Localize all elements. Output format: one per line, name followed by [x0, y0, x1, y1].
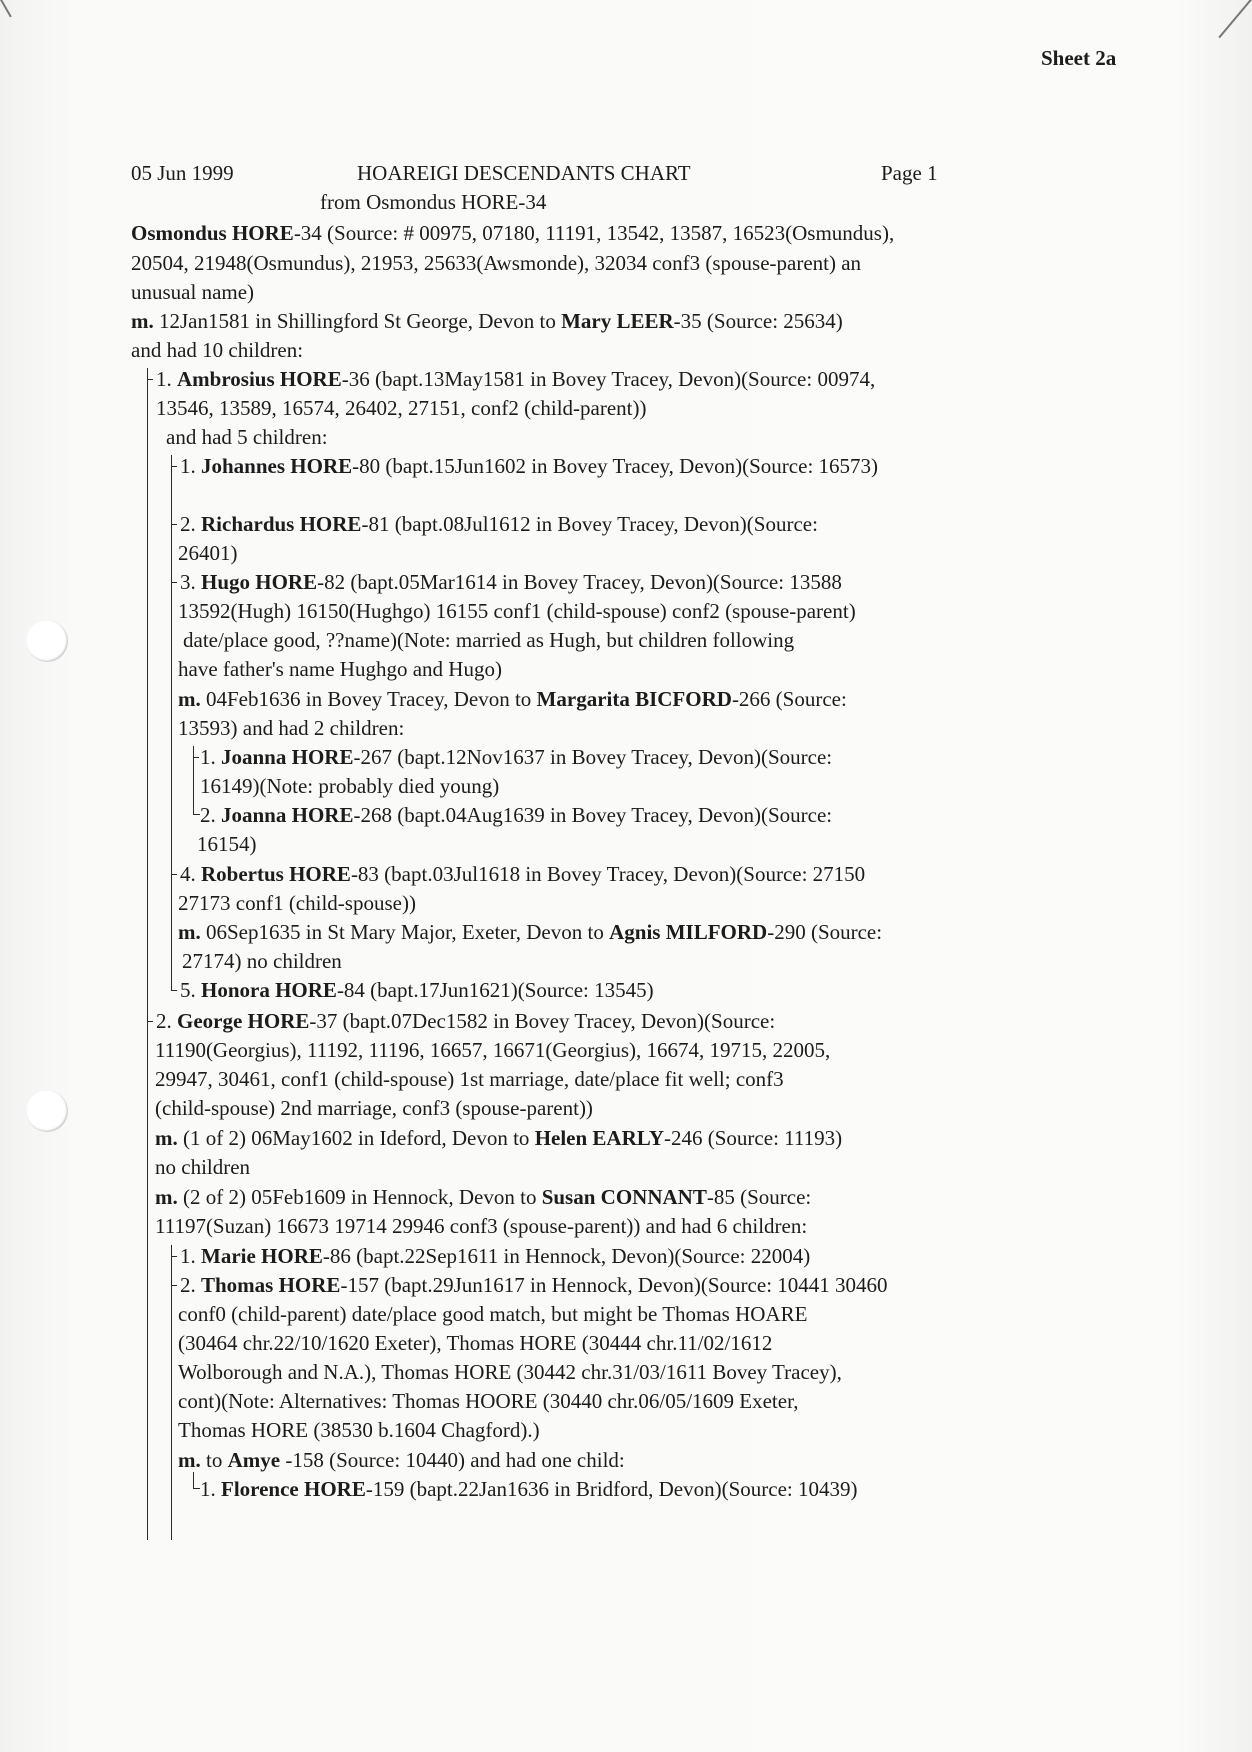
chart-line [200, 776, 499, 797]
chart-line [131, 253, 861, 274]
chart-line [197, 834, 257, 855]
chart-line [166, 427, 328, 448]
chart-date: 05 Jun 1999 [131, 161, 234, 185]
chart-line [200, 805, 832, 826]
line-text: -83 (bapt.03Jul1618 in Bovey Tracey, Devon)(Source: 27150 [350, 862, 866, 886]
line-text: -268 (bapt.04Aug1639 in Bovey Tracey, Devon)(Source: [353, 803, 833, 827]
chart-line [200, 1479, 858, 1500]
person-name: Amye [227, 1448, 281, 1472]
line-text: 13546, 13589, 16574, 26402, 27151, conf2 (child-parent)) [156, 396, 647, 420]
chart-line [155, 1187, 811, 1208]
line-text: 11190(Georgius), 11192, 11196, 16657, 16671(Georgius), 16674, 19715, 22005, [155, 1038, 831, 1062]
chart-subtitle: from Osmondus HORE-34 [320, 190, 547, 214]
line-text: (2 of 2) 05Feb1609 in Hennock, Devon to [177, 1185, 542, 1209]
punch-hole [26, 620, 68, 662]
chart-line [155, 1128, 842, 1149]
person-name: Joanna HORE [221, 803, 354, 827]
tree-tick [171, 582, 177, 583]
tree-elbow [193, 1472, 200, 1489]
line-text: -246 (Source: 11193) [664, 1126, 843, 1150]
line-text: 13593) and had 2 children: [178, 716, 405, 740]
person-name: m. [155, 1185, 178, 1209]
line-text: -159 (bapt.22Jan1636 in Bridford, Devon)(Source: 10439) [365, 1477, 858, 1501]
line-text: -85 (Source: [706, 1185, 812, 1209]
chart-line [178, 718, 404, 739]
line-text: date/place good, ??name)(Note: married as Hugh, but children following [183, 628, 795, 652]
line-text: -80 (bapt.15Jun1602 in Bovey Tracey, Devon)(Source: 16573) [352, 454, 879, 478]
tree-line-level1 [147, 368, 148, 1540]
line-text: and had 10 children: [131, 338, 304, 362]
tree-tick [171, 466, 177, 467]
tree-line-level2b [171, 1245, 172, 1540]
chart-line [131, 282, 254, 303]
line-text: 04Feb1636 in Bovey Tracey, Devon to [200, 687, 537, 711]
line-text: 1. [200, 745, 221, 769]
line-text: cont)(Note: Alternatives: Thomas HOORE (30440 chr.06/05/1609 Exeter, [178, 1389, 799, 1413]
tree-tick [193, 757, 199, 758]
person-name: Agnis MILFORD [609, 920, 768, 944]
person-name: Thomas HORE [201, 1273, 341, 1297]
line-text: 4. [180, 862, 201, 886]
person-name: Joanna HORE [221, 745, 354, 769]
chart-line [180, 514, 818, 535]
line-text: -84 (bapt.17Jun1621)(Source: 13545) [336, 978, 654, 1002]
tree-line-level2 [171, 455, 172, 991]
tree-tick [171, 524, 177, 525]
chart-line [131, 311, 843, 332]
line-text: -37 (bapt.07Dec1582 in Bovey Tracey, Devon)(Source: [309, 1009, 776, 1033]
line-text: 1. [200, 1477, 221, 1501]
chart-line [178, 1450, 625, 1471]
person-name: m. [178, 687, 201, 711]
chart-line [180, 572, 842, 593]
tree-elbow [193, 798, 200, 815]
person-name: Hugo HORE [201, 570, 318, 594]
chart-line [156, 398, 647, 419]
line-text: -81 (bapt.08Jul1612 in Bovey Tracey, Devon)(Source: [361, 512, 818, 536]
person-name: Ambrosius HORE [177, 367, 342, 391]
line-text: 11197(Suzan) 16673 19714 29946 conf3 (spouse-parent)) and had 6 children: [155, 1214, 808, 1238]
tree-line-level3 [193, 746, 194, 798]
line-text: -157 (bapt.29Jun1617 in Hennock, Devon)(Source: 10441 30460 [340, 1273, 888, 1297]
chart-line [155, 1216, 807, 1237]
line-text: 2. [156, 1009, 177, 1033]
line-text: 5. [180, 978, 201, 1002]
chart-line [183, 630, 794, 651]
line-text: 1. [180, 1244, 201, 1268]
chart-line [131, 223, 894, 244]
person-name: Robertus HORE [201, 862, 351, 886]
chart-line [156, 369, 875, 390]
line-text: 26401) [178, 541, 238, 565]
line-text: 27173 conf1 (child-spouse)) [178, 891, 416, 915]
line-text: have father's name Hughgo and Hugo) [178, 657, 502, 681]
tree-tick [171, 874, 177, 875]
line-text: -82 (bapt.05Mar1614 in Bovey Tracey, Devon)(Source: 13588 [317, 570, 842, 594]
line-text: 2. [200, 803, 221, 827]
line-text: 27174) no children [182, 949, 342, 973]
line-text: Thomas HORE (38530 b.1604 Chagford).) [178, 1418, 540, 1442]
tree-tick [171, 990, 177, 991]
tree-tick [171, 1256, 177, 1257]
chart-line [155, 1040, 830, 1061]
person-name: m. [131, 309, 154, 333]
line-text: 2. [180, 512, 201, 536]
chart-line [178, 689, 847, 710]
person-name: m. [178, 920, 201, 944]
line-text: 06Sep1635 in St Mary Major, Exeter, Devon to [200, 920, 610, 944]
page-corner-mark [0, 0, 29, 17]
chart-title: HOAREIGI DESCENDANTS CHART [357, 161, 691, 185]
line-text: 2. [180, 1273, 201, 1297]
line-text: (30464 chr.22/10/1620 Exeter), Thomas HORE (30444 chr.11/02/1612 [178, 1331, 773, 1355]
chart-line [178, 1391, 798, 1412]
chart-line [155, 1069, 784, 1090]
line-text: -266 (Source: [731, 687, 847, 711]
line-text: -34 (Source: # 00975, 07180, 11191, 13542, 13587, 16523(Osmundus), [293, 221, 895, 245]
person-name: Johannes HORE [201, 454, 353, 478]
person-name: Marie HORE [201, 1244, 323, 1268]
chart-line [156, 1011, 775, 1032]
line-text: -290 (Source: [767, 920, 883, 944]
person-name: Susan CONNANT [541, 1185, 707, 1209]
line-text: 1. [180, 454, 201, 478]
line-text: 16149)(Note: probably died young) [200, 774, 500, 798]
line-text: -36 (bapt.13May1581 in Bovey Tracey, Devon)(Source: 00974, [341, 367, 876, 391]
chart-line [178, 1333, 772, 1354]
chart-line [155, 1098, 593, 1119]
chart-line [178, 659, 502, 680]
line-text: 12Jan1581 in Shillingford St George, Devon to [153, 309, 562, 333]
tree-tick [147, 1021, 153, 1022]
line-text: Wolborough and N.A.), Thomas HORE (30442 chr.31/03/1611 Bovey Tracey), [178, 1360, 842, 1384]
tree-tick [147, 379, 153, 380]
line-text: -267 (bapt.12Nov1637 in Bovey Tracey, Devon)(Source: [353, 745, 833, 769]
line-text: -158 (Source: 10440) and had one child: [280, 1448, 625, 1472]
punch-hole [26, 1090, 68, 1132]
line-text: 20504, 21948(Osmundus), 21953, 25633(Awsmonde), 32034 conf3 (spouse-parent) an [131, 251, 862, 275]
line-text: 1. [156, 367, 177, 391]
line-text: (1 of 2) 06May1602 in Ideford, Devon to [177, 1126, 535, 1150]
page-corner-mark [1217, 0, 1252, 38]
person-name: Richardus HORE [201, 512, 362, 536]
person-name: Margarita BICFORD [536, 687, 732, 711]
chart-line [178, 1420, 540, 1441]
chart-line [180, 1246, 810, 1267]
person-name: Honora HORE [201, 978, 337, 1002]
chart-line [131, 340, 303, 361]
chart-line [178, 543, 238, 564]
tree-tick [171, 1285, 177, 1286]
page-number: Page 1 [881, 161, 938, 185]
chart-line [178, 922, 882, 943]
chart-line [178, 1362, 842, 1383]
person-name: Florence HORE [221, 1477, 366, 1501]
chart-line [178, 601, 856, 622]
line-text: 13592(Hugh) 16150(Hughgo) 16155 conf1 (child-spouse) conf2 (spouse-parent) [178, 599, 856, 623]
line-text: 16154) [197, 832, 257, 856]
line-text: and had 5 children: [166, 425, 328, 449]
chart-line [180, 456, 878, 477]
chart-line [155, 1157, 250, 1178]
person-name: Helen EARLY [534, 1126, 665, 1150]
chart-line [178, 1304, 807, 1325]
line-text: to [200, 1448, 228, 1472]
person-name: m. [178, 1448, 201, 1472]
line-text: unusual name) [131, 280, 255, 304]
chart-line [180, 1275, 888, 1296]
line-text: -86 (bapt.22Sep1611 in Hennock, Devon)(Source: 22004) [322, 1244, 811, 1268]
line-text: -35 (Source: 25634) [673, 309, 843, 333]
line-text: conf0 (child-parent) date/place good match, but might be Thomas HOARE [178, 1302, 808, 1326]
chart-line [180, 980, 654, 1001]
line-text: 29947, 30461, conf1 (child-spouse) 1st marriage, date/place fit well; conf3 [155, 1067, 784, 1091]
person-name: m. [155, 1126, 178, 1150]
person-name: George HORE [177, 1009, 310, 1033]
chart-line [180, 864, 865, 885]
chart-line [200, 747, 832, 768]
chart-line [182, 951, 342, 972]
line-text: (child-spouse) 2nd marriage, conf3 (spouse-parent)) [155, 1096, 593, 1120]
chart-line [178, 893, 416, 914]
line-text: 3. [180, 570, 201, 594]
person-name: Osmondus HORE [131, 221, 294, 245]
line-text: no children [155, 1155, 251, 1179]
sheet-label: Sheet 2a [1041, 46, 1117, 70]
person-name: Mary LEER [561, 309, 674, 333]
